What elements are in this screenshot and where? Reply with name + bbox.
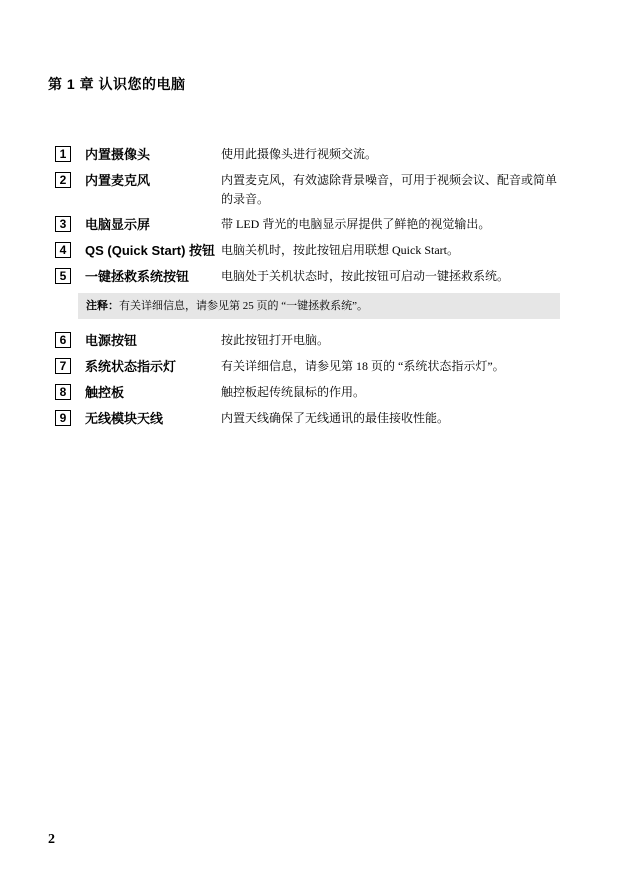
item-number: 5 <box>55 268 71 284</box>
item-number: 1 <box>55 146 71 162</box>
item-term: 触控板 <box>85 385 125 400</box>
item-number: 4 <box>55 242 71 258</box>
list-item <box>55 215 565 235</box>
list-item <box>55 409 565 429</box>
item-number: 2 <box>55 172 71 188</box>
note-label: 注释： <box>86 300 119 312</box>
item-term: 内置麦克风 <box>85 173 151 188</box>
item-description: 有关详细信息，请参见第 18 页的 “系统状态指示灯”。 <box>221 359 505 373</box>
item-number: 9 <box>55 410 71 426</box>
note-box <box>78 293 560 319</box>
item-description: 使用此摄像头进行视频交流。 <box>221 147 378 161</box>
item-term: 电源按钮 <box>85 333 138 348</box>
list-item <box>55 383 565 403</box>
list-item <box>55 241 565 261</box>
item-description: 电脑关机时，按此按钮启用联想 Quick Start。 <box>221 243 459 257</box>
note-text: 有关详细信息，请参见第 25 页的 “一键拯救系统”。 <box>119 300 369 312</box>
list-item <box>55 171 565 209</box>
item-number: 8 <box>55 384 71 400</box>
item-term: 系统状态指示灯 <box>85 359 177 374</box>
item-number: 6 <box>55 332 71 348</box>
item-term: 电脑显示屏 <box>85 217 151 232</box>
item-number: 7 <box>55 358 71 374</box>
list-item <box>55 331 565 351</box>
item-description: 带 LED 背光的电脑显示屏提供了鲜艳的视觉输出。 <box>221 217 491 231</box>
chapter-heading: 第 1 章 认识您的电脑 <box>48 76 186 92</box>
item-term: 内置摄像头 <box>85 147 151 162</box>
item-description: 触控板起传统鼠标的作用。 <box>221 385 366 399</box>
item-description: 按此按钮打开电脑。 <box>221 333 330 347</box>
component-list <box>55 145 565 435</box>
page-number: 2 <box>48 832 55 847</box>
item-term: QS (Quick Start) 按钮 <box>85 243 216 258</box>
item-description: 电脑处于关机状态时，按此按钮可启动一键拯救系统。 <box>221 269 510 283</box>
list-item <box>55 145 565 165</box>
item-description: 内置麦克风，有效滤除背景噪音，可用于视频会议、配音或简单的录音。 <box>221 173 558 206</box>
list-item <box>55 267 565 287</box>
list-item <box>55 357 565 377</box>
item-term: 无线模块天线 <box>85 411 164 426</box>
item-description: 内置天线确保了无线通讯的最佳接收性能。 <box>221 411 450 425</box>
item-term: 一键拯救系统按钮 <box>85 269 190 284</box>
item-number: 3 <box>55 216 71 232</box>
